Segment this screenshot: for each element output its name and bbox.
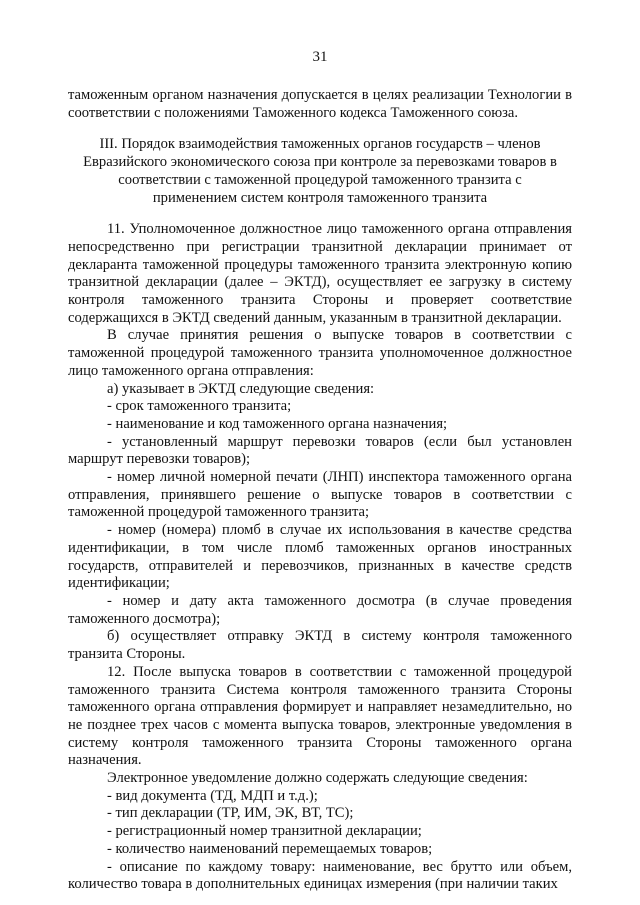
notice-intro: Электронное уведомление должно содержать следующие сведения: xyxy=(107,770,528,787)
list-item-a-5: - номер (номера) пломб в случае их использования в качестве средства идентификации, в том числе пломб таможенных органов иностранных государств, отправителей и перевозчиков, признанных в качестве средств идентификации; xyxy=(68,522,572,592)
list-item-b: б) осуществляет отправку ЭКТД в систему контроля таможенного транзита Стороны. xyxy=(68,628,572,663)
paragraph-12: 12. После выпуска товаров в соответствии с таможенной процедурой таможенного транзита Система контроля таможенного транзита Стороны таможенного органа отправления формирует и направляет незамедлительно, но не позднее трех часов с момента выпуска товаров, электронные уведомления в систему контроля таможенного транзита Стороны таможенного органа назначения. xyxy=(68,663,572,769)
notice-item-5: - описание по каждому товару: наименование, вес брутто или объем, количество товара в дополнительных единицах измерения (при наличии таких xyxy=(68,858,572,893)
list-item-a: а) указывает в ЭКТД следующие сведения: xyxy=(107,380,375,397)
notice-item-4: - количество наименований перемещаемых товаров; xyxy=(107,840,433,857)
page-number: 31 xyxy=(312,49,328,65)
list-item-a-3: - установленный маршрут перевозки товаров (если был установлен маршрут перевозки товаров); xyxy=(68,433,572,468)
paragraph-11: 11. Уполномоченное должностное лицо таможенного органа отправления непосредственно при регистрации транзитной декларации принимает от декларанта таможенной процедуры таможенного транзита электронную копию транзитной декларации (далее – ЭКТД), осуществляет ее загрузку в систему контроля таможенного транзита Стороны и проверяет соответствие содержащихся в ЭКТД сведений данным, указанным в транзитной декларации. xyxy=(68,221,572,326)
notice-item-1: - вид документа (ТД, МДП и т.д.); xyxy=(107,787,318,804)
list-item-a-2: - наименование и код таможенного органа назначения; xyxy=(107,415,448,432)
intro-paragraph: таможенным органом назначения допускается в целях реализации Технологии в соответствии с положениями Таможенного кодекса Таможенного союза. xyxy=(68,87,572,121)
list-item-a-4: - номер личной номерной печати (ЛНП) инспектора таможенного органа отправления, принявшего решение о выпуске товаров в соответствии с таможенной процедурой таможенного транзита; xyxy=(68,469,572,521)
section-title: III. Порядок взаимодействия таможенных органов государств – членов Евразийского экономического союза при контроле за перевозками товаров в соответствии с таможенной процедурой таможенного транзита с применением систем контроля таможенного транзита xyxy=(83,136,557,206)
list-item-a-1: - срок таможенного транзита; xyxy=(107,398,292,415)
notice-item-3: - регистрационный номер транзитной декларации; xyxy=(107,823,422,840)
document-body xyxy=(68,87,572,894)
notice-item-2: - тип декларации (ТР, ИМ, ЭК, ВТ, ТС); xyxy=(107,805,354,822)
paragraph-11-release: В случае принятия решения о выпуске товаров в соответствии с таможенной процедурой таможенного транзита уполномоченное должностное лицо таможенного органа отправления: xyxy=(68,327,572,379)
list-item-a-6: - номер и дату акта таможенного досмотра (в случае проведения таможенного досмотра); xyxy=(68,592,572,627)
